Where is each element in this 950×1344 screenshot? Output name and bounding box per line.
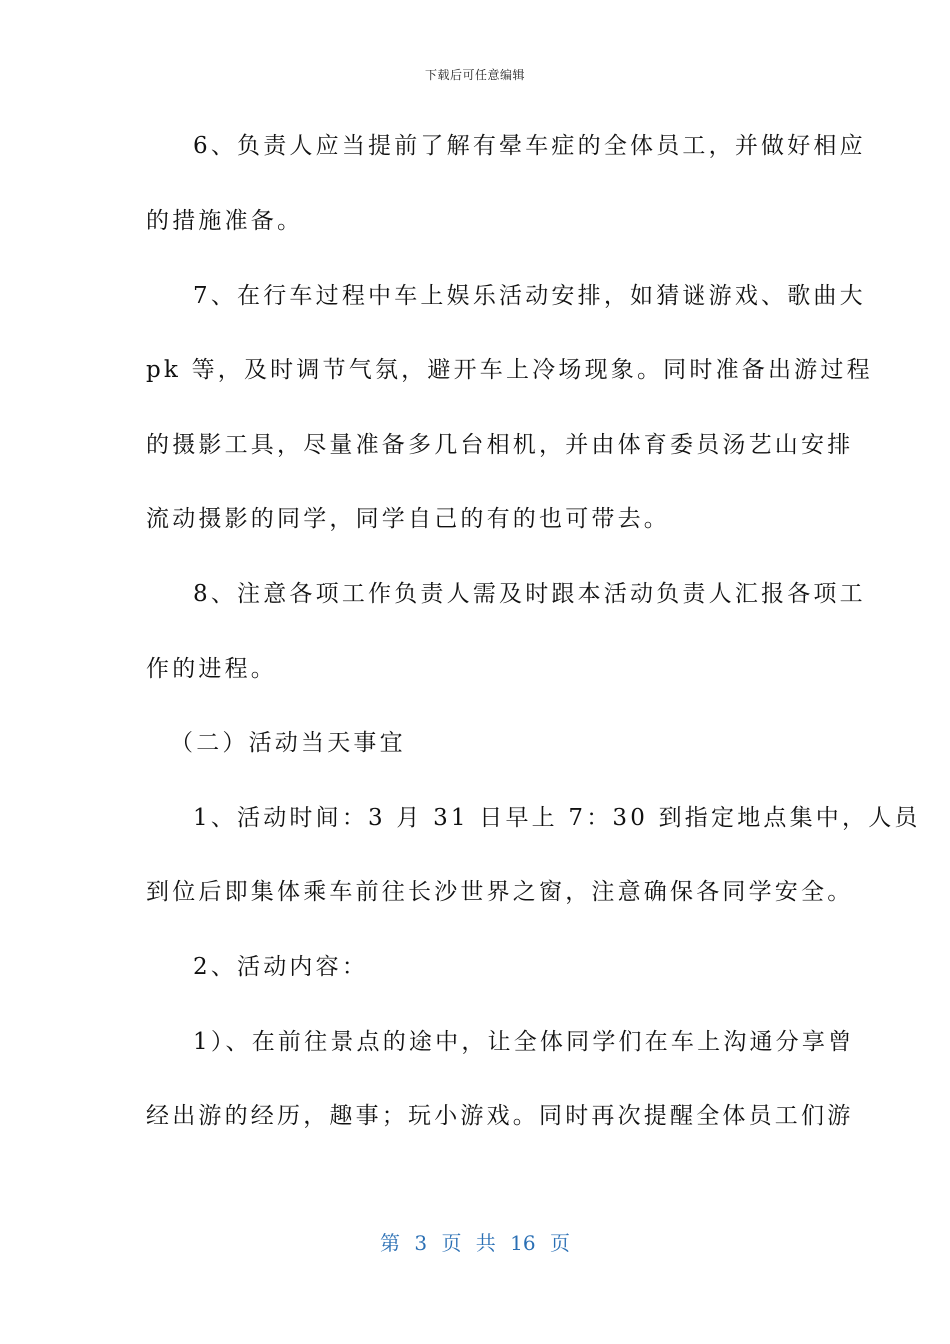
section-heading: （二）活动当天事宜: [170, 730, 406, 756]
paragraph-line: 流动摄影的同学，同学自己的有的也可带去。: [146, 506, 670, 532]
paragraph-line: 8、注意各项工作负责人需及时跟本活动负责人汇报各项工: [193, 581, 866, 607]
paragraph-line: 2、活动内容：: [193, 954, 369, 980]
header-note: 下载后可任意编辑: [424, 68, 525, 82]
paragraph-line: 的措施准备。: [146, 208, 304, 234]
paragraph-line: 经出游的经历，趣事；玩小游戏。同时再次提醒全体员工们游: [146, 1103, 854, 1129]
paragraph-line: 6、负责人应当提前了解有晕车症的全体员工，并做好相应: [193, 133, 866, 159]
paragraph-line: 的摄影工具，尽量准备多几台相机，并由体育委员汤艺山安排: [146, 432, 854, 458]
paragraph-line: 作的进程。: [146, 656, 277, 682]
page-number: 第 3 页 共 16 页: [380, 1231, 570, 1255]
paragraph-line: pk 等，及时调节气氛，避开车上冷场现象。同时准备出游过程: [146, 357, 873, 383]
paragraph-line: 7、在行车过程中车上娱乐活动安排，如猜谜游戏、歌曲大: [193, 283, 866, 309]
paragraph-line: 到位后即集体乘车前往长沙世界之窗，注意确保各同学安全。: [146, 879, 854, 905]
paragraph-line: 1、活动时间：3 月 31 日早上 7：30 到指定地点集中，人员: [193, 805, 921, 831]
paragraph-line: 1）、在前往景点的途中，让全体同学们在车上沟通分享曾: [193, 1029, 855, 1055]
